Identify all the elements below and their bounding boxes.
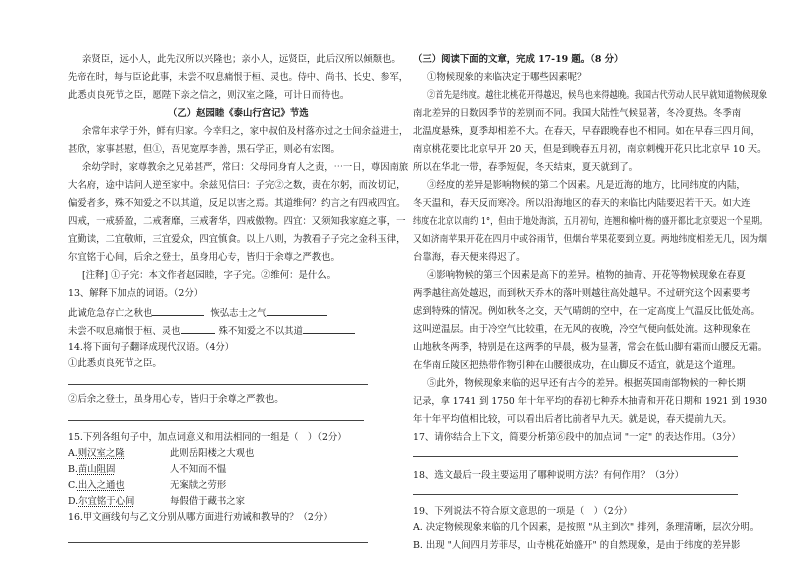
answer-blank[interactable] (181, 324, 215, 334)
q14-item: ①此悉贞良死节之臣。 (68, 358, 162, 369)
passage-line: ④影响物候的第三个因素是高下的差异。植物的抽青、开花等物候现象在春夏 (427, 270, 746, 281)
passage-line: ①物候现象的来临决定于哪些因素呢？ (427, 72, 587, 83)
answer-blank[interactable] (303, 324, 355, 334)
passage-line: 南北差异的日数因季节的差别而不同。我国大陆性气候显著，冬冷夏热。冬季南 (413, 108, 742, 119)
passage-line: 山地秋冬两季，特别是在这两季的早晨，极为显著，常会在低山脚有霜而山腰反无霜。 (413, 342, 768, 353)
question-14: 14.将下面句子翻译成现代汉语。（4分） (68, 342, 235, 353)
question-13: 13、解释下加点的词语。（2分） (68, 288, 204, 299)
passage-line: 两季越往高处越迟，而到秋天乔木的落叶则越往高处越早。不过研究这个因素要考 (413, 288, 751, 299)
q19-option-b: B. 出现 "人间四月芳菲尽，山寺桃花始盛开" 的自然现象，是由于纬度的差异影 (413, 540, 741, 551)
answer-line[interactable] (68, 542, 368, 543)
passage-line: 台靠海，春天便来得迟了。 (413, 252, 526, 263)
passage-line: 先帝在时，每与臣论此事，未尝不叹息痛恨于桓、灵也。侍中、尚书、长史、参军， (68, 72, 408, 83)
passage-line: 四戒，一戒骄盈，二戒奢靡，三戒奢华，四戒傲物。四宜：又须知我家庭之事，一 (68, 216, 406, 227)
question-18: 18、选文最后一段主要运用了哪种说明方法？有何作用？（3分） (413, 470, 685, 481)
answer-line[interactable] (68, 420, 364, 421)
passage-line: 余幼学时，家尊教余之兄弟甚严，常曰：父母同身育人之责，⋯一日，尊因南旅 (82, 162, 409, 173)
passage-line: 所以在华北一带，春季短促，冬天结束，夏天就到了。 (413, 162, 639, 173)
answer-line[interactable] (413, 494, 738, 495)
passage-line: 余常年求学于外，鲜有归家。今幸归之，家中叔伯及村落亦过之士间余益进士， (82, 126, 409, 137)
section-heading: （三）阅读下面的文章，完成 17-19 题。（8 分） (413, 54, 624, 65)
passage-line: 北温度悬殊，夏季却相差不大。在春天，早春跟晚春也不相同。如在早春三四月间， (413, 126, 760, 137)
question-19: 19、下列说法不符合原文意思的一项是（ ）（2分） (413, 506, 633, 517)
passage-line: 此悉贞良死节之臣，愿陛下亲之信之，则汉室之隆，可计日而待也。 (68, 90, 350, 101)
answer-blank[interactable] (152, 306, 204, 316)
q15-option-c: C.出入之通也 无案牍之劳形 (68, 480, 227, 491)
annotation-note: [注释] ①子完：本文作者赵园睦，字子完。②维何：是什么。 (82, 270, 337, 281)
passage-line: 甚欣，家事甚慰，但①，吾见宽厚李善，黑石学正，则必有宏图。 (68, 144, 340, 155)
passage-line: 在华南丘陵区把热带作物引种在山腰很成功，在山脚反不适宜，就是这个道理。 (413, 360, 742, 371)
passage-line: ②首先是纬度。越往北桃花开得越迟，候鸟也来得越晚。我国古代劳动人民早就知道物候现象 (427, 90, 768, 101)
passage-line: 纬度在北京以南约 1°，但由于地处海滨，五月初旬，连翘和榆叶梅的盛开都比北京要迟一个星期。 (413, 216, 768, 227)
q13-item: 此诚危急存亡之秋也 恢弘志士之气 (68, 306, 327, 320)
q15-option-b: B.苗山阻固 人不知而不愠 (68, 464, 227, 475)
passage-line: 亲贤臣，远小人，此先汉所以兴隆也；亲小人，远贤臣，此后汉所以倾颓也。 (82, 54, 401, 65)
passage-line: 冬天温和，春天反而寒冷。所以沿海地区的春天的来临比内陆要迟若干天。如大连 (413, 198, 751, 209)
passage-line: 宜勤读，二宜敬师，三宜爱众，四宜慎食。以上八则，为教看子子完之金科玉律， (68, 234, 406, 245)
q19-option-a: A. 决定物候现象来临的几个因素，是按照 "从主到次" 排列，条理清晰，层次分明。 (413, 522, 760, 533)
answer-line[interactable] (413, 456, 738, 457)
passage-line: ③经度的差异是影响物候的第二个因素。凡是近海的地方，比同纬度的内陆， (427, 180, 746, 191)
passage-line: 这叫逆温层。由于冷空气比较重，在无风的夜晚，冷空气便向低处流。这种现象在 (413, 324, 751, 335)
passage-line: 偏爱者多，殊不知爱之不以其道，反足以害之焉。其道维何？约言之有四戒四宜。 (68, 198, 406, 209)
passage-line: ⑤此外，物候现象来临的迟早还有古今的差异。根据英国南部物候的一种长期 (427, 378, 746, 389)
answer-line[interactable] (68, 384, 368, 385)
passage-line: 尔宜铭于心间，后余之登士，虽身用心专，皆归于余尊之严教也。 (68, 252, 340, 263)
passage-heading: （乙）赵园睦《泰山行宫记》节选 (168, 108, 309, 119)
answer-blank[interactable] (267, 306, 327, 316)
passage-line: 南京桃花要比北京早开 20 天，但是到晚春五月初，南京刺槐开花只比北京早 10 天。 (413, 144, 767, 155)
passage-line: 大名府，途中诘问人逆至家中。余兹见信曰：子完②之数，责在尔躬，而汝切记， (68, 180, 406, 191)
q15-option-a: A.则汉室之隆 此则岳阳楼之大观也 (68, 448, 255, 459)
q14-item: ②后余之登士，虽身用心专，皆归于余尊之严教也。 (68, 394, 284, 405)
passage-line: 虑到特殊的情况。例如秋冬之交，天气晴朗的空中，在一定高度上气温反比低处高。 (413, 306, 760, 317)
question-16: 16.甲文画线句与乙文分别从哪方面进行劝诫和教导的？（2分） (68, 512, 333, 523)
passage-line: 年十年平均值相比较，可以看出后者比前者早九天。就是说，春天提前九天。 (413, 414, 732, 425)
question-17: 17、请你结合上下文，简要分析第⑥段中的加点词 "一定" 的表达作用。（3分） (413, 432, 741, 443)
passage-line: 记录，拿 1741 到 1750 年十年平均的春初七种乔木抽青和开花日期和 1921 到 1930 (413, 396, 767, 407)
q13-item: 未尝不叹息痛恨于桓、灵也 殊不知爱之不以其道 (68, 324, 355, 338)
passage-line: 又如济南苹果开花在四月中或谷雨节，但烟台苹果花要到立夏。两地纬度相差无几，因为烟 (413, 234, 768, 245)
question-15: 15.下列各组句子中，加点词意义和用法相同的一组是（ ）（2分） (68, 432, 347, 443)
q15-option-d: D.尔宜铭于心间 每假借于藏书之家 (68, 496, 246, 507)
